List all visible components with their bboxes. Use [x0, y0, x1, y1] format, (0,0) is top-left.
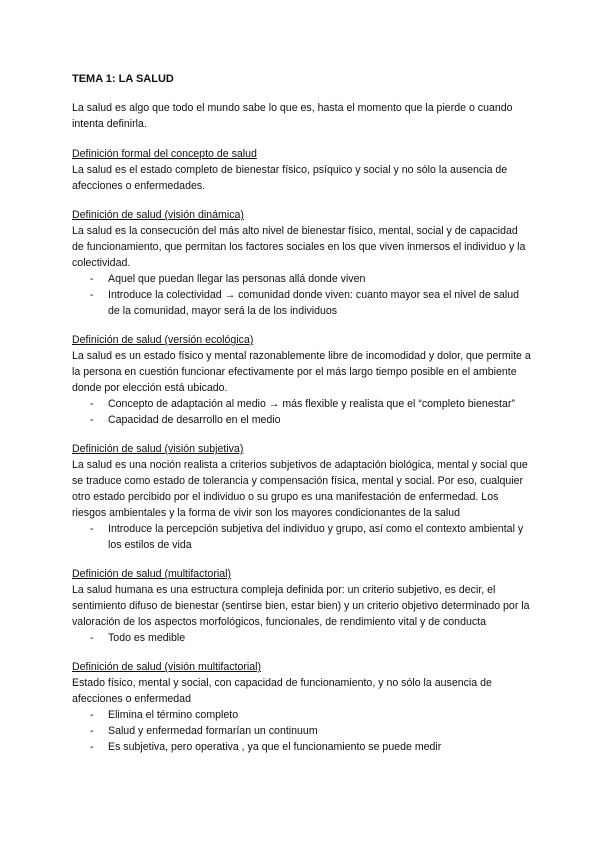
- list-item: [72, 521, 532, 553]
- dash-bullet-icon: -: [90, 725, 94, 737]
- section-heading: Definición formal del concepto de salud: [72, 148, 257, 160]
- section-heading: Definición de salud (visión dinámica): [72, 209, 244, 221]
- list-item: [72, 412, 532, 428]
- section-heading: Definición de salud (visión subjetiva): [72, 443, 244, 455]
- bullet-list: [72, 630, 532, 646]
- section-multifactorial-vision: [72, 659, 532, 755]
- section-heading: Definición de salud (versión ecológica): [72, 334, 254, 346]
- section-body: La salud es el estado completo de bienestar físico, psíquico y social y no sólo la ausencia de afecciones o enfermedades.: [72, 164, 508, 192]
- list-item: [72, 287, 532, 319]
- section-subjective-vision: [72, 441, 532, 553]
- list-item-text: Salud y enfermedad formarían un continuum: [108, 725, 318, 737]
- list-item-text: Todo es medible: [108, 632, 186, 644]
- section-body: La salud es un estado físico y mental razonablemente libre de incomodidad y dolor, que permite a la persona en cuestión funcionar efectivamente por el más largo tiempo posible en el ambiente donde por elección está ubicado.: [72, 350, 531, 394]
- section-body: La salud es la consecución del más alto nivel de bienestar físico, mental, social y de capacidad de funcionamiento, que permitan los factores sociales en los que viven inmersos el individuo y la colectividad.: [72, 225, 526, 269]
- list-item-text: Introduce la colectividad → comunidad donde viven: cuanto mayor sea el nivel de salud de la comunidad, mayor será la de los individuos: [108, 289, 520, 317]
- list-item-text: Capacidad de desarrollo en el medio: [108, 414, 281, 426]
- bullet-list: [72, 396, 532, 428]
- intro-paragraph: La salud es algo que todo el mundo sabe lo que es, hasta el momento que la pierde o cuando intenta definirla.: [72, 102, 513, 130]
- list-item: [72, 630, 532, 646]
- list-item: [72, 271, 532, 287]
- section-body: La salud es una noción realista a criterios subjetivos de adaptación biológica, mental y social que se traduce como estado de tolerancia y compensación física, mental y social. Por eso, cualquier otro estado percibido por el individuo o su grupo es una manifestación de enfermedad. Los riesgos ambientales y la forma de vivir son los mayores condicionantes de la salud: [72, 459, 528, 519]
- dash-bullet-icon: -: [90, 709, 94, 721]
- document-title: TEMA 1: LA SALUD: [72, 73, 174, 85]
- list-item-text: Aquel que puedan llegar las personas allá donde viven: [108, 273, 366, 285]
- dash-bullet-icon: -: [90, 523, 94, 535]
- list-item-text: Elimina el término completo: [108, 709, 239, 721]
- section-heading: Definición de salud (visión multifactorial): [72, 661, 262, 673]
- dash-bullet-icon: -: [90, 414, 94, 426]
- list-item: [72, 707, 532, 723]
- dash-bullet-icon: -: [90, 632, 94, 644]
- dash-bullet-icon: -: [90, 273, 94, 285]
- list-item: [72, 396, 532, 412]
- list-item-text: Concepto de adaptación al medio → más flexible y realista que el “completo bienestar”: [108, 398, 515, 410]
- section-formal-definition: [72, 146, 532, 194]
- dash-bullet-icon: -: [90, 741, 94, 753]
- section-dynamic-vision: [72, 207, 532, 319]
- section-body: Estado físico, mental y social, con capacidad de funcionamiento, y no sólo la ausencia de afecciones o enfermedad: [72, 677, 492, 705]
- section-body: La salud humana es una estructura compleja definida por: un criterio subjetivo, es decir, el sentimiento difuso de bienestar (sentirse bien, estar bien) y un criterio objetivo determinado por la valoración de los aspectos morfológicos, funcionales, de rendimiento vital y de conducta: [72, 584, 530, 628]
- dash-bullet-icon: -: [90, 289, 94, 301]
- bullet-list: [72, 521, 532, 553]
- bullet-list: [72, 707, 532, 755]
- dash-bullet-icon: -: [90, 398, 94, 410]
- document-page: [72, 72, 532, 768]
- list-item: [72, 723, 532, 739]
- section-heading: Definición de salud (multifactorial): [72, 568, 231, 580]
- bullet-list: [72, 271, 532, 319]
- section-ecological-version: [72, 332, 532, 428]
- list-item-text: Es subjetiva, pero operativa , ya que el funcionamiento se puede medir: [108, 741, 442, 753]
- list-item: [72, 739, 532, 755]
- list-item-text: Introduce la percepción subjetiva del individuo y grupo, así como el contexto ambiental y los estilos de vida: [108, 523, 524, 551]
- section-multifactorial: [72, 566, 532, 646]
